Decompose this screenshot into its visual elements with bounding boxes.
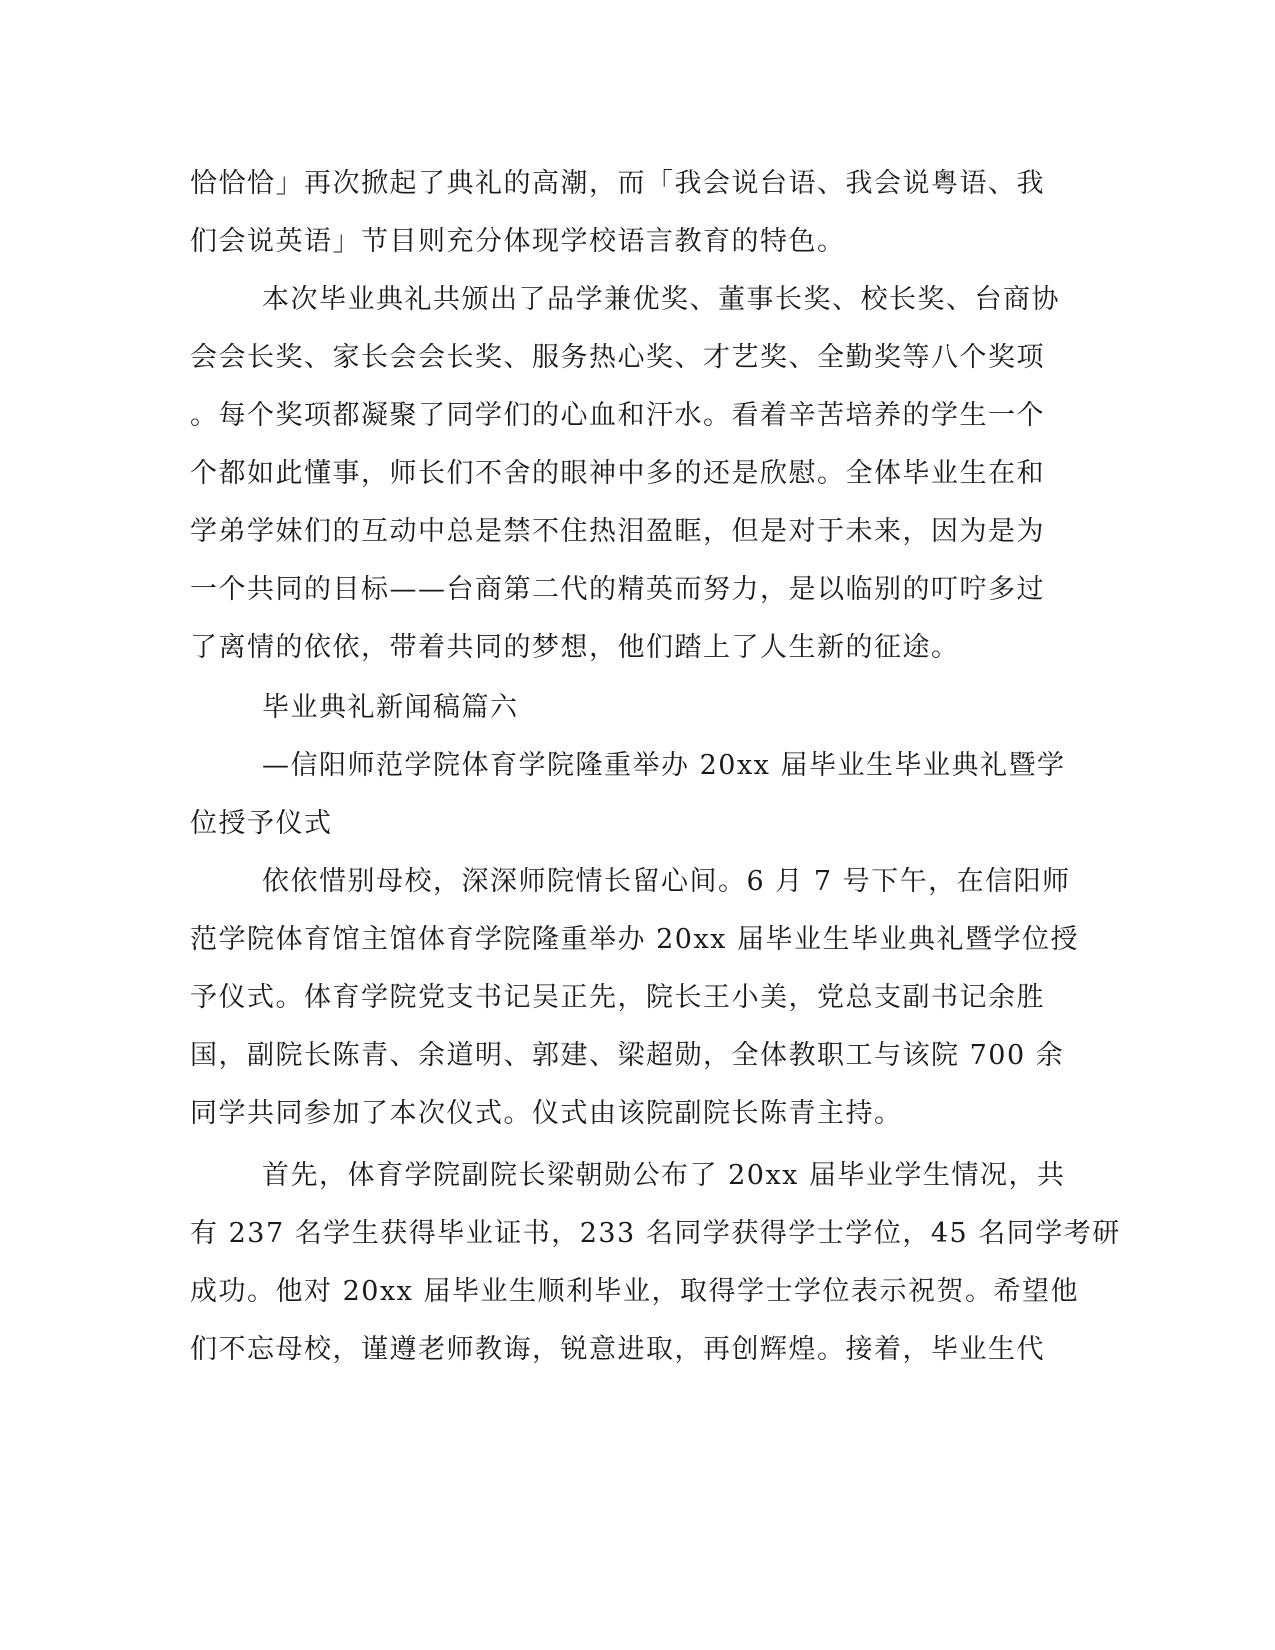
text-line: 会会长奖、家长会会长奖、服务热心奖、才艺奖、全勤奖等八个奖项 bbox=[190, 342, 1045, 373]
text-line: 成功。他对 20xx 届毕业生顺利毕业，取得学士学位表示祝贺。希望他 bbox=[190, 1276, 1079, 1307]
text-line: 有 237 名学生获得毕业证书，233 名同学获得学士学位，45 名同学考研 bbox=[190, 1218, 1121, 1249]
subtitle-line: 位授予仪式 bbox=[190, 808, 333, 839]
text-line: 们不忘母校，谨遵老师教诲，锐意进取，再创辉煌。接着，毕业生代 bbox=[190, 1334, 1045, 1365]
text-line: 恰恰恰」再次掀起了典礼的高潮，而「我会说台语、我会说粤语、我 bbox=[190, 168, 1045, 199]
text-line: 。每个奖项都凝聚了同学们的心血和汗水。看着辛苦培养的学生一个 bbox=[190, 400, 1045, 431]
text-line: 范学院体育馆主馆体育学院隆重举办 20xx 届毕业生毕业典礼暨学位授 bbox=[190, 924, 1079, 955]
text-line: 个都如此懂事，师长们不舍的眼神中多的还是欣慰。全体毕业生在和 bbox=[190, 458, 1045, 489]
text-line: 们会说英语」节目则充分体现学校语言教育的特色。 bbox=[190, 226, 846, 257]
text-line: 了离情的依依，带着共同的梦想，他们踏上了人生新的征途。 bbox=[190, 632, 960, 663]
text-line: 予仪式。体育学院党支书记吴正先，院长王小美，党总支副书记余胜 bbox=[190, 982, 1045, 1013]
text-line: 同学共同参加了本次仪式。仪式由该院副院长陈青主持。 bbox=[190, 1098, 903, 1129]
paragraph-start: 首先，体育学院副院长梁朝勋公布了 20xx 届毕业学生情况，共 bbox=[262, 1160, 1066, 1191]
text-line: 国，副院长陈青、余道明、郭建、梁超勋，全体教职工与该院 700 余 bbox=[190, 1040, 1065, 1071]
section-heading: 毕业典礼新闻稿篇六 bbox=[262, 692, 519, 723]
subtitle-line: —信阳师范学院体育学院隆重举办 20xx 届毕业生毕业典礼暨学 bbox=[262, 750, 1066, 781]
text-line: 学弟学妹们的互动中总是禁不住热泪盈眶，但是对于未来，因为是为 bbox=[190, 516, 1045, 547]
paragraph-start: 本次毕业典礼共颁出了品学兼优奖、董事长奖、校长奖、台商协 bbox=[262, 284, 1060, 315]
paragraph-start: 依依惜别母校，深深师院情长留心间。6 月 7 号下午，在信阳师 bbox=[262, 866, 1071, 897]
text-line: 一个共同的目标——台商第二代的精英而努力，是以临别的叮咛多过 bbox=[190, 574, 1045, 605]
